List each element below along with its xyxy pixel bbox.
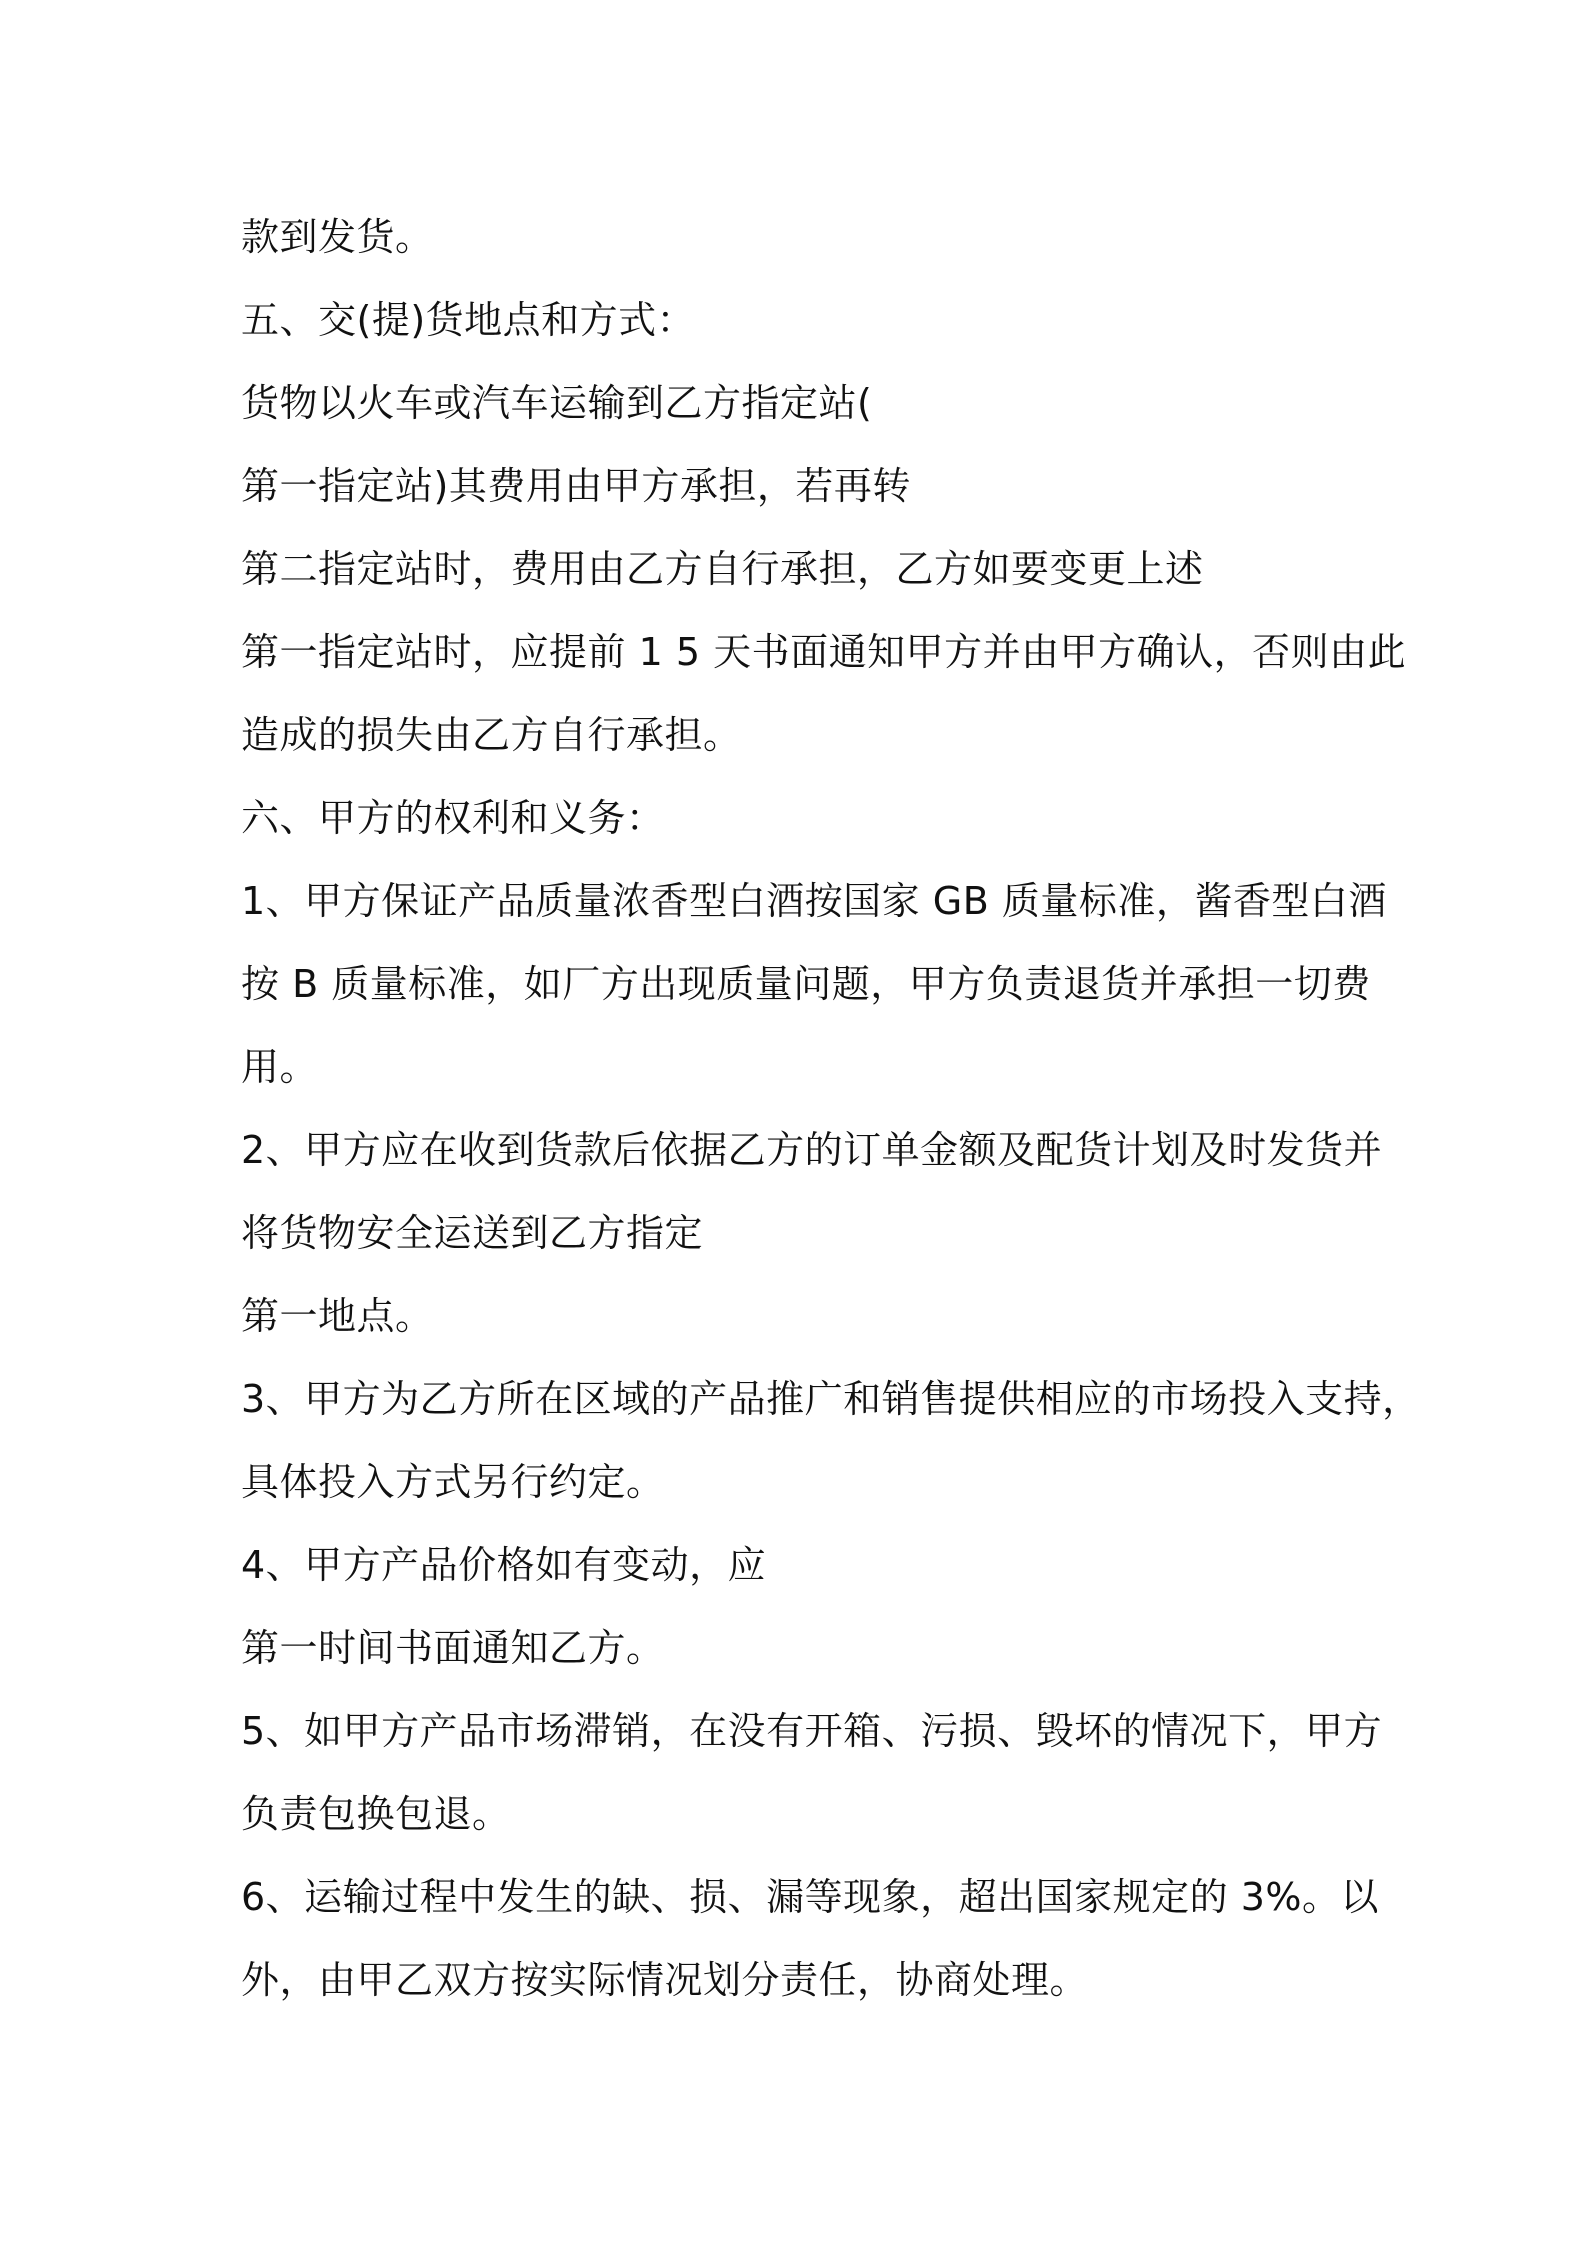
clause-item-5: 5、如甲方产品市场滞销，在没有开箱、污损、毁坏的情况下，甲方 — [241, 1709, 1383, 1753]
clause-item-4: 4、甲方产品价格如有变动，应 — [241, 1543, 767, 1587]
section-heading-delivery: 五、交(提)货地点和方式： — [241, 298, 696, 342]
text-line: 负责包换包退。 — [241, 1792, 511, 1836]
clause-item-6: 6、运输过程中发生的缺、损、漏等现象，超出国家规定的 3%。以 — [241, 1875, 1380, 1919]
section-heading-rights: 六、甲方的权利和义务： — [241, 796, 665, 840]
text-line: 用。 — [241, 1045, 319, 1089]
clause-item-1: 1、甲方保证产品质量浓香型白酒按国家 GB 质量标准，酱香型白酒 — [241, 879, 1387, 923]
text-line: 第一时间书面通知乙方。 — [241, 1626, 665, 1670]
text-line: 造成的损失由乙方自行承担。 — [241, 713, 742, 757]
text-line: 第一指定站时，应提前 1 5 天书面通知甲方并由甲方确认，否则由此 — [241, 630, 1407, 674]
text-line: 外，由甲乙双方按实际情况划分责任，协商处理。 — [241, 1958, 1089, 2002]
text-line: 货物以火车或汽车运输到乙方指定站( — [241, 381, 873, 425]
text-line: 按 B 质量标准，如厂方出现质量问题，甲方负责退货并承担一切费 — [241, 962, 1371, 1006]
text-line: 第一指定站)其费用由甲方承担，若再转 — [241, 464, 911, 508]
text-line: 款到发货。 — [241, 215, 434, 259]
clause-item-2: 2、甲方应在收到货款后依据乙方的订单金额及配货计划及时发货并 — [241, 1128, 1383, 1172]
text-line: 将货物安全运送到乙方指定 — [241, 1211, 704, 1255]
document-body — [241, 196, 1421, 2022]
text-line: 第一地点。 — [241, 1294, 434, 1338]
text-line: 第二指定站时，费用由乙方自行承担，乙方如要变更上述 — [241, 547, 1204, 591]
clause-item-3: 3、甲方为乙方所在区域的产品推广和销售提供相应的市场投入支持， — [241, 1377, 1421, 1421]
text-line: 具体投入方式另行约定。 — [241, 1460, 665, 1504]
